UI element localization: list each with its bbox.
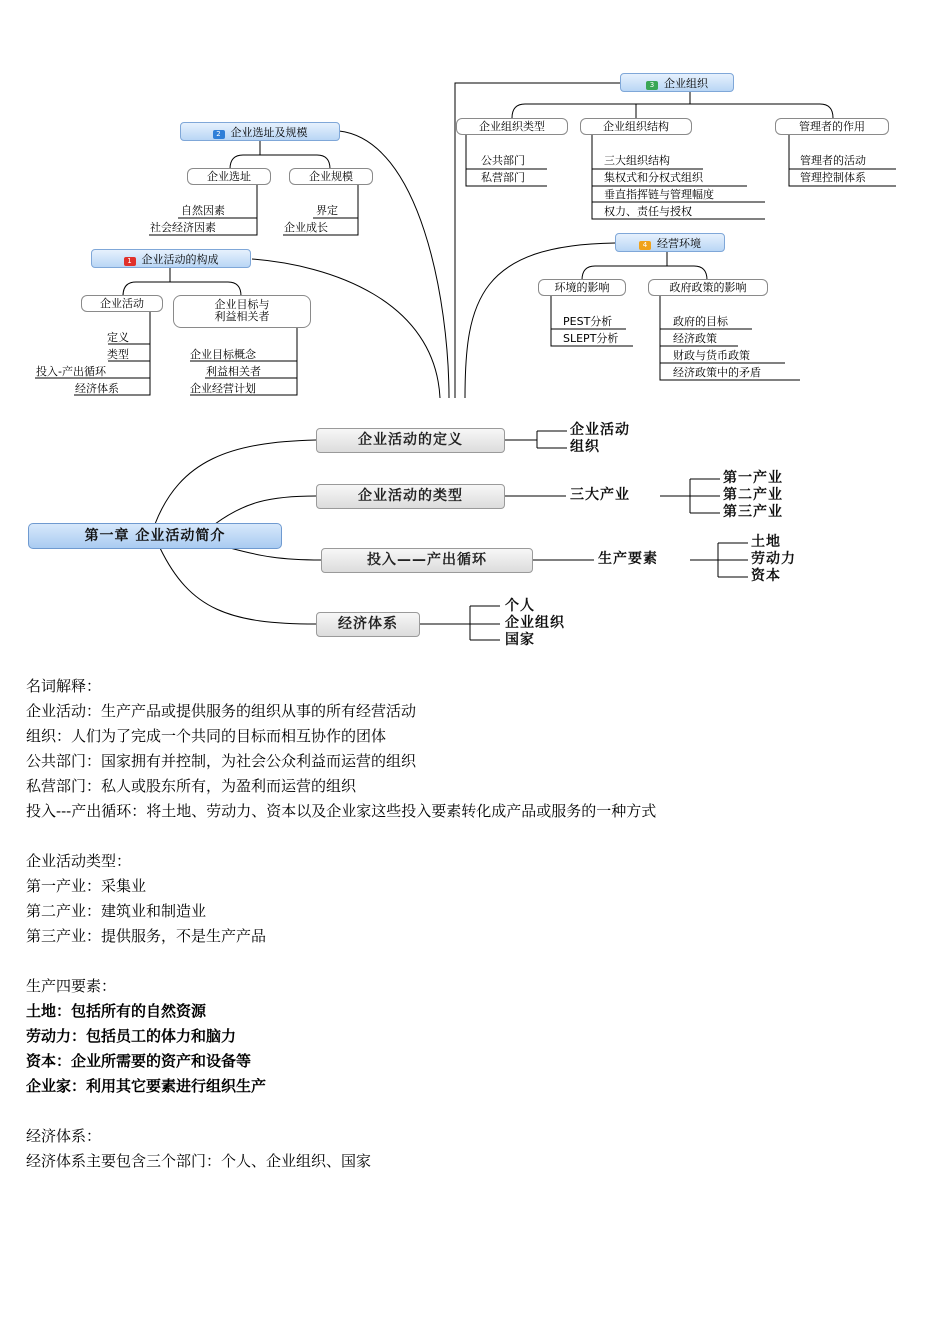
topic-enterprise-organization — [620, 73, 734, 92]
type-line: 第一产业：采集业 — [26, 877, 147, 895]
leaf-organization: 组织 — [570, 439, 600, 455]
topic-location-scale — [180, 122, 340, 141]
subtopic-site: 企业选址 — [187, 168, 271, 185]
leaf-secondary-industry: 第二产业 — [723, 487, 783, 503]
leaf-enterprise-organization: 企业组织 — [505, 615, 565, 631]
leaf-production-factors: 生产要素 — [598, 551, 658, 567]
term-line: 企业活动：生产产品或提供服务的组织从事的所有经营活动 — [26, 702, 417, 720]
topic-activity-types: 企业活动的类型 — [316, 484, 505, 509]
topic-label: 企业选址及规模 — [230, 126, 308, 139]
topic-label: 企业活动的构成 — [141, 253, 219, 266]
leaf-goal-concept: 企业目标概念 — [190, 348, 256, 361]
leaf-type: 类型 — [107, 348, 129, 361]
type-line: 第二产业：建筑业和制造业 — [26, 902, 207, 920]
subtopic-goals-stakeholders — [173, 295, 311, 328]
leaf-private-sector: 私营部门 — [481, 171, 525, 184]
factor-line: 土地：包括所有的自然资源 — [26, 1002, 207, 1020]
topic-label: 企业组织 — [664, 77, 708, 90]
subtopic-env-effect: 环境的影响 — [538, 279, 626, 296]
number-badge-3: 3 — [646, 81, 658, 90]
leaf-manager-activities: 管理者的活动 — [800, 154, 866, 167]
leaf-primary-industry: 第一产业 — [723, 470, 783, 486]
leaf-tertiary-industry: 第三产业 — [723, 504, 783, 520]
number-badge-1: 1 — [124, 257, 136, 266]
leaf-economic-system: 经济体系 — [75, 382, 119, 395]
factor-line: 资本：企业所需要的资产和设备等 — [26, 1052, 252, 1070]
terms-heading: 名词解释： — [26, 677, 102, 695]
leaf-stakeholders: 利益相关者 — [206, 365, 261, 378]
leaf-capital: 资本 — [751, 568, 781, 584]
subtopic-org-structure: 企业组织结构 — [580, 118, 692, 135]
type-line: 第三产业：提供服务，不是生产产品 — [26, 927, 267, 945]
notes-section — [26, 674, 906, 1174]
leaf-control-system: 管理控制体系 — [800, 171, 866, 184]
leaf-enterprise-activity: 企业活动 — [570, 422, 630, 438]
types-heading: 企业活动类型： — [26, 852, 132, 870]
leaf-input-output-cycle: 投入-产出循环 — [36, 365, 106, 378]
topic-input-output-cycle: 投入——产出循环 — [321, 548, 533, 573]
leaf-pest: PEST分析 — [563, 315, 613, 328]
number-badge-4: 4 — [639, 241, 651, 250]
leaf-growth: 企业成长 — [284, 221, 328, 234]
factor-line: 企业家：利用其它要素进行组织生产 — [26, 1077, 267, 1095]
number-badge-2: 2 — [213, 130, 225, 139]
leaf-gov-goals: 政府的目标 — [673, 315, 728, 328]
topic-economic-system: 经济体系 — [316, 612, 420, 637]
economy-line: 经济体系主要包含三个部门：个人、企业组织、国家 — [26, 1152, 372, 1170]
topic-label: 经营环境 — [657, 237, 701, 250]
leaf-three-industries: 三大产业 — [570, 487, 630, 503]
subtopic-line-2: 利益相关者 — [214, 310, 270, 323]
leaf-policy-conflicts: 经济政策中的矛盾 — [673, 366, 761, 379]
leaf-individual: 个人 — [505, 598, 535, 614]
leaf-authority: 权力、责任与授权 — [604, 205, 692, 218]
leaf-natural-factors: 自然因素 — [181, 204, 225, 217]
leaf-fiscal-monetary: 财政与货币政策 — [673, 349, 750, 362]
topic-activity-definition: 企业活动的定义 — [316, 428, 505, 453]
subtopic-scale: 企业规模 — [289, 168, 373, 185]
leaf-labor: 劳动力 — [751, 551, 796, 567]
leaf-centralized: 集权式和分权式组织 — [604, 171, 703, 184]
central-topic: 第一章 企业活动简介 — [28, 523, 282, 549]
leaf-state: 国家 — [505, 632, 535, 648]
term-line: 投入---产出循环：将土地、劳动力、资本以及企业家这些投入要素转化成产品或服务的一种方式 — [26, 802, 657, 820]
leaf-chain-of-command: 垂直指挥链与管理幅度 — [604, 188, 714, 201]
subtopic-org-types: 企业组织类型 — [456, 118, 568, 135]
subtopic-policy-effect: 政府政策的影响 — [648, 279, 768, 296]
topic-business-environment — [615, 233, 725, 252]
topic-activity-composition — [91, 249, 251, 268]
subtopic-line-1: 企业目标与 — [214, 298, 270, 311]
leaf-three-structures: 三大组织结构 — [604, 154, 670, 167]
leaf-slept: SLEPT分析 — [563, 332, 619, 345]
factors-heading: 生产四要素： — [26, 977, 117, 995]
economy-heading: 经济体系： — [26, 1127, 102, 1145]
leaf-definition: 定义 — [107, 331, 129, 344]
term-line: 公共部门：国家拥有并控制，为社会公众利益而运营的组织 — [26, 752, 417, 770]
term-line: 私营部门：私人或股东所有，为盈利而运营的组织 — [26, 777, 357, 795]
leaf-socioeconomic-factors: 社会经济因素 — [150, 221, 216, 234]
factor-line: 劳动力：包括员工的体力和脑力 — [26, 1027, 237, 1045]
subtopic-activity: 企业活动 — [81, 295, 163, 312]
term-line: 组织：人们为了完成一个共同的目标而相互协作的团体 — [26, 727, 387, 745]
leaf-business-plan: 企业经营计划 — [190, 382, 256, 395]
leaf-land: 土地 — [751, 534, 781, 550]
leaf-definition: 界定 — [316, 204, 338, 217]
leaf-econ-policy: 经济政策 — [673, 332, 717, 345]
subtopic-manager-role: 管理者的作用 — [775, 118, 889, 135]
leaf-public-sector: 公共部门 — [481, 154, 525, 167]
